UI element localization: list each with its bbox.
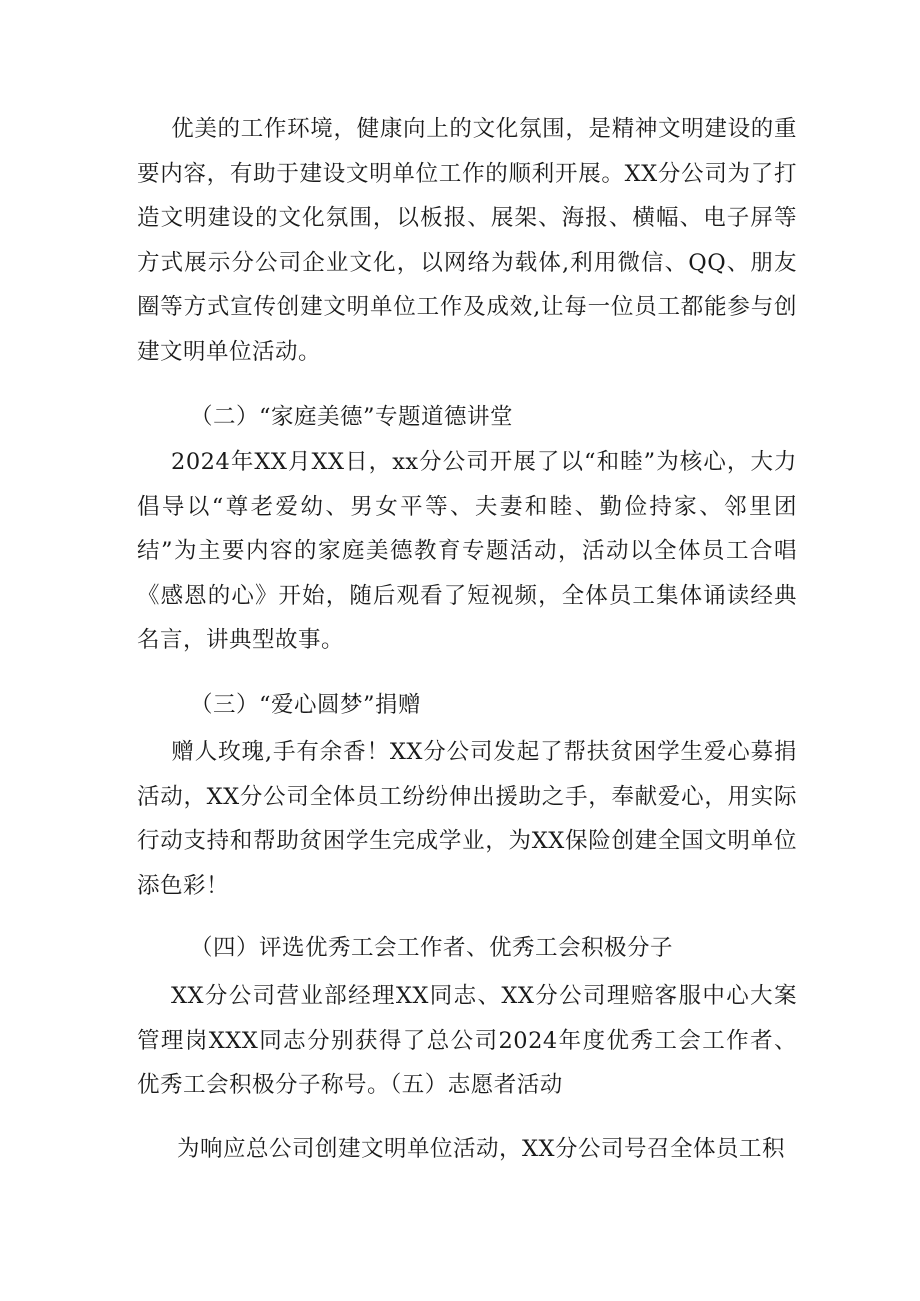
section-heading-charity-donation: （三）“爱心圆梦”捐赠 bbox=[190, 692, 422, 718]
paragraph-family-virtue bbox=[137, 440, 797, 663]
paragraph-text: XX分公司营业部经理XX同志、XX分公司理赔客服中心大案管理岗XXX同志分别获得了总公司2024年度优秀工会工作者、优秀工会积极分子称号。（五）志愿者活动 bbox=[137, 983, 797, 1098]
paragraph-text: 优美的工作环境，健康向上的文化氛围，是精神文明建设的重要内容，有助于建设文明单位工作的顺利开展。XX分公司为了打造文明建设的文化氛围，以板报、展架、海报、横幅、电子屏等方式展示分公司企业文化，以网络为载体,利用微信、QQ、朋友圈等方式宣传创建文明单位工作及成效,让每一位员工都能参与创建文明单位活动。 bbox=[137, 116, 797, 365]
section-heading-union-awards: （四）评选优秀工会工作者、优秀工会积极分子 bbox=[190, 935, 674, 961]
paragraph-charity-donation bbox=[137, 730, 797, 908]
paragraph-culture-environment bbox=[137, 107, 797, 374]
paragraph-text: 赠人玫瑰,手有余香！XX分公司发起了帮扶贫困学生爱心募捐活动，XX分公司全体员工纷纷伸出援助之手，奉献爱心，用实际行动支持和帮助贫困学生完成学业，为XX保险创建全国文明单位添色彩！ bbox=[137, 739, 797, 899]
paragraph-text: 2024年XX月XX日，xx分公司开展了以“和睦”为核心，大力倡导以“尊老爱幼、男女平等、夫妻和睦、勤俭持家、邻里团结”为主要内容的家庭美德教育专题活动，活动以全体员工合唱《感恩的心》开始，随后观看了短视频，全体员工集体诵读经典名言，讲典型故事。 bbox=[137, 449, 797, 653]
paragraph-union-awards bbox=[137, 974, 797, 1108]
section-heading-family-virtue: （二）“家庭美德”专题道德讲堂 bbox=[190, 404, 514, 430]
paragraph-text: 为响应总公司创建文明单位活动，XX分公司号召全体员工积 bbox=[177, 1136, 786, 1162]
paragraph-volunteer-activity bbox=[137, 1127, 797, 1172]
